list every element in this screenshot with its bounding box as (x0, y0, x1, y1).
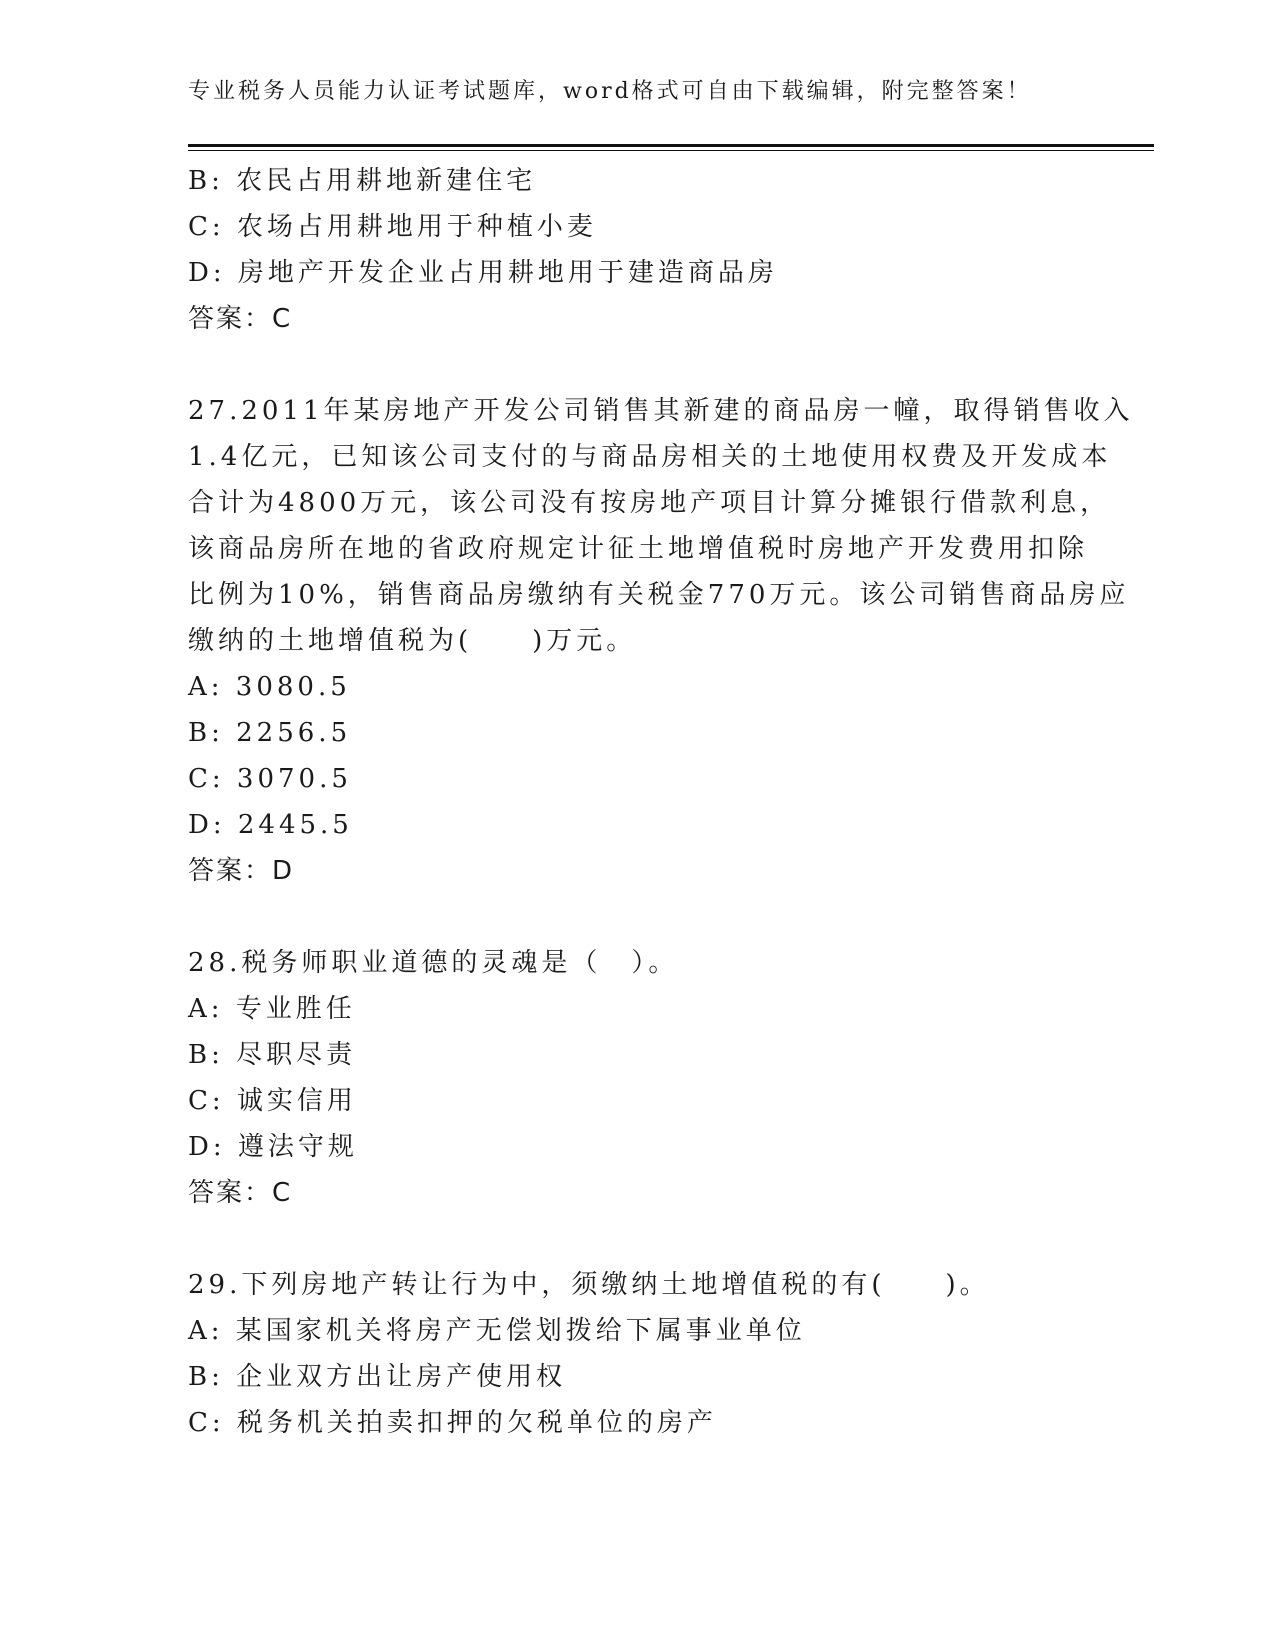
question-stem-line: 28.税务师职业道德的灵魂是（ ）。 (188, 948, 679, 978)
answer: 答案：C (188, 1178, 293, 1208)
answer: 答案：D (188, 856, 295, 886)
option-a: A: 专业胜任 (188, 994, 356, 1024)
question-stem-line: 比例为10%，销售商品房缴纳有关税金770万元。该公司销售商品房应 (188, 580, 1130, 610)
option-d: D: 2445.5 (188, 810, 353, 840)
option-b: B: 企业双方出让房产使用权 (188, 1362, 567, 1392)
question-28 (188, 940, 1088, 1216)
page-header: 专业税务人员能力认证考试题库，word格式可自由下载编辑，附完整答案！ (188, 79, 1032, 104)
option-b: B: 农民占用耕地新建住宅 (188, 166, 537, 196)
question-stem-line: 缴纳的土地增值税为( )万元。 (188, 626, 637, 656)
option-b: B: 尽职尽责 (188, 1040, 357, 1070)
question-stem-line: 合计为4800万元，该公司没有按房地产项目计算分摊银行借款利息， (188, 488, 1111, 518)
question-stem-line: 27.2011年某房地产开发公司销售其新建的商品房一幢，取得销售收入 (188, 396, 1134, 426)
question-27 (188, 388, 1134, 894)
option-b: B: 2256.5 (188, 718, 352, 748)
option-c: C: 农场占用耕地用于种植小麦 (188, 212, 597, 242)
question-stem-line: 29.下列房地产转让行为中，须缴纳土地增值税的有( )。 (188, 1270, 990, 1300)
spacer (188, 1216, 1088, 1262)
question-stem-line: 该商品房所在地的省政府规定计征土地增值税时房地产开发费用扣除 (188, 534, 1089, 564)
question-26 (188, 158, 1088, 342)
header-rule-thin (188, 150, 1154, 151)
option-a: A: 某国家机关将房产无偿划拨给下属事业单位 (188, 1316, 806, 1346)
option-c: C: 税务机关拍卖扣押的欠税单位的房产 (188, 1408, 717, 1438)
answer: 答案：C (188, 304, 293, 334)
option-a: A: 3080.5 (188, 672, 351, 702)
option-d: D: 房地产开发企业占用耕地用于建造商品房 (188, 258, 778, 288)
option-c: C: 3070.5 (188, 764, 352, 794)
spacer (188, 894, 1088, 940)
question-stem-line: 1.4亿元，已知该公司支付的与商品房相关的土地使用权费及开发成本 (188, 442, 1112, 472)
spacer (188, 342, 1088, 388)
question-29 (188, 1262, 1088, 1446)
option-c: C: 诚实信用 (188, 1086, 357, 1116)
option-d: D: 遵法守规 (188, 1132, 358, 1162)
header-rule-thick (188, 144, 1154, 147)
question-list (188, 158, 1134, 1446)
